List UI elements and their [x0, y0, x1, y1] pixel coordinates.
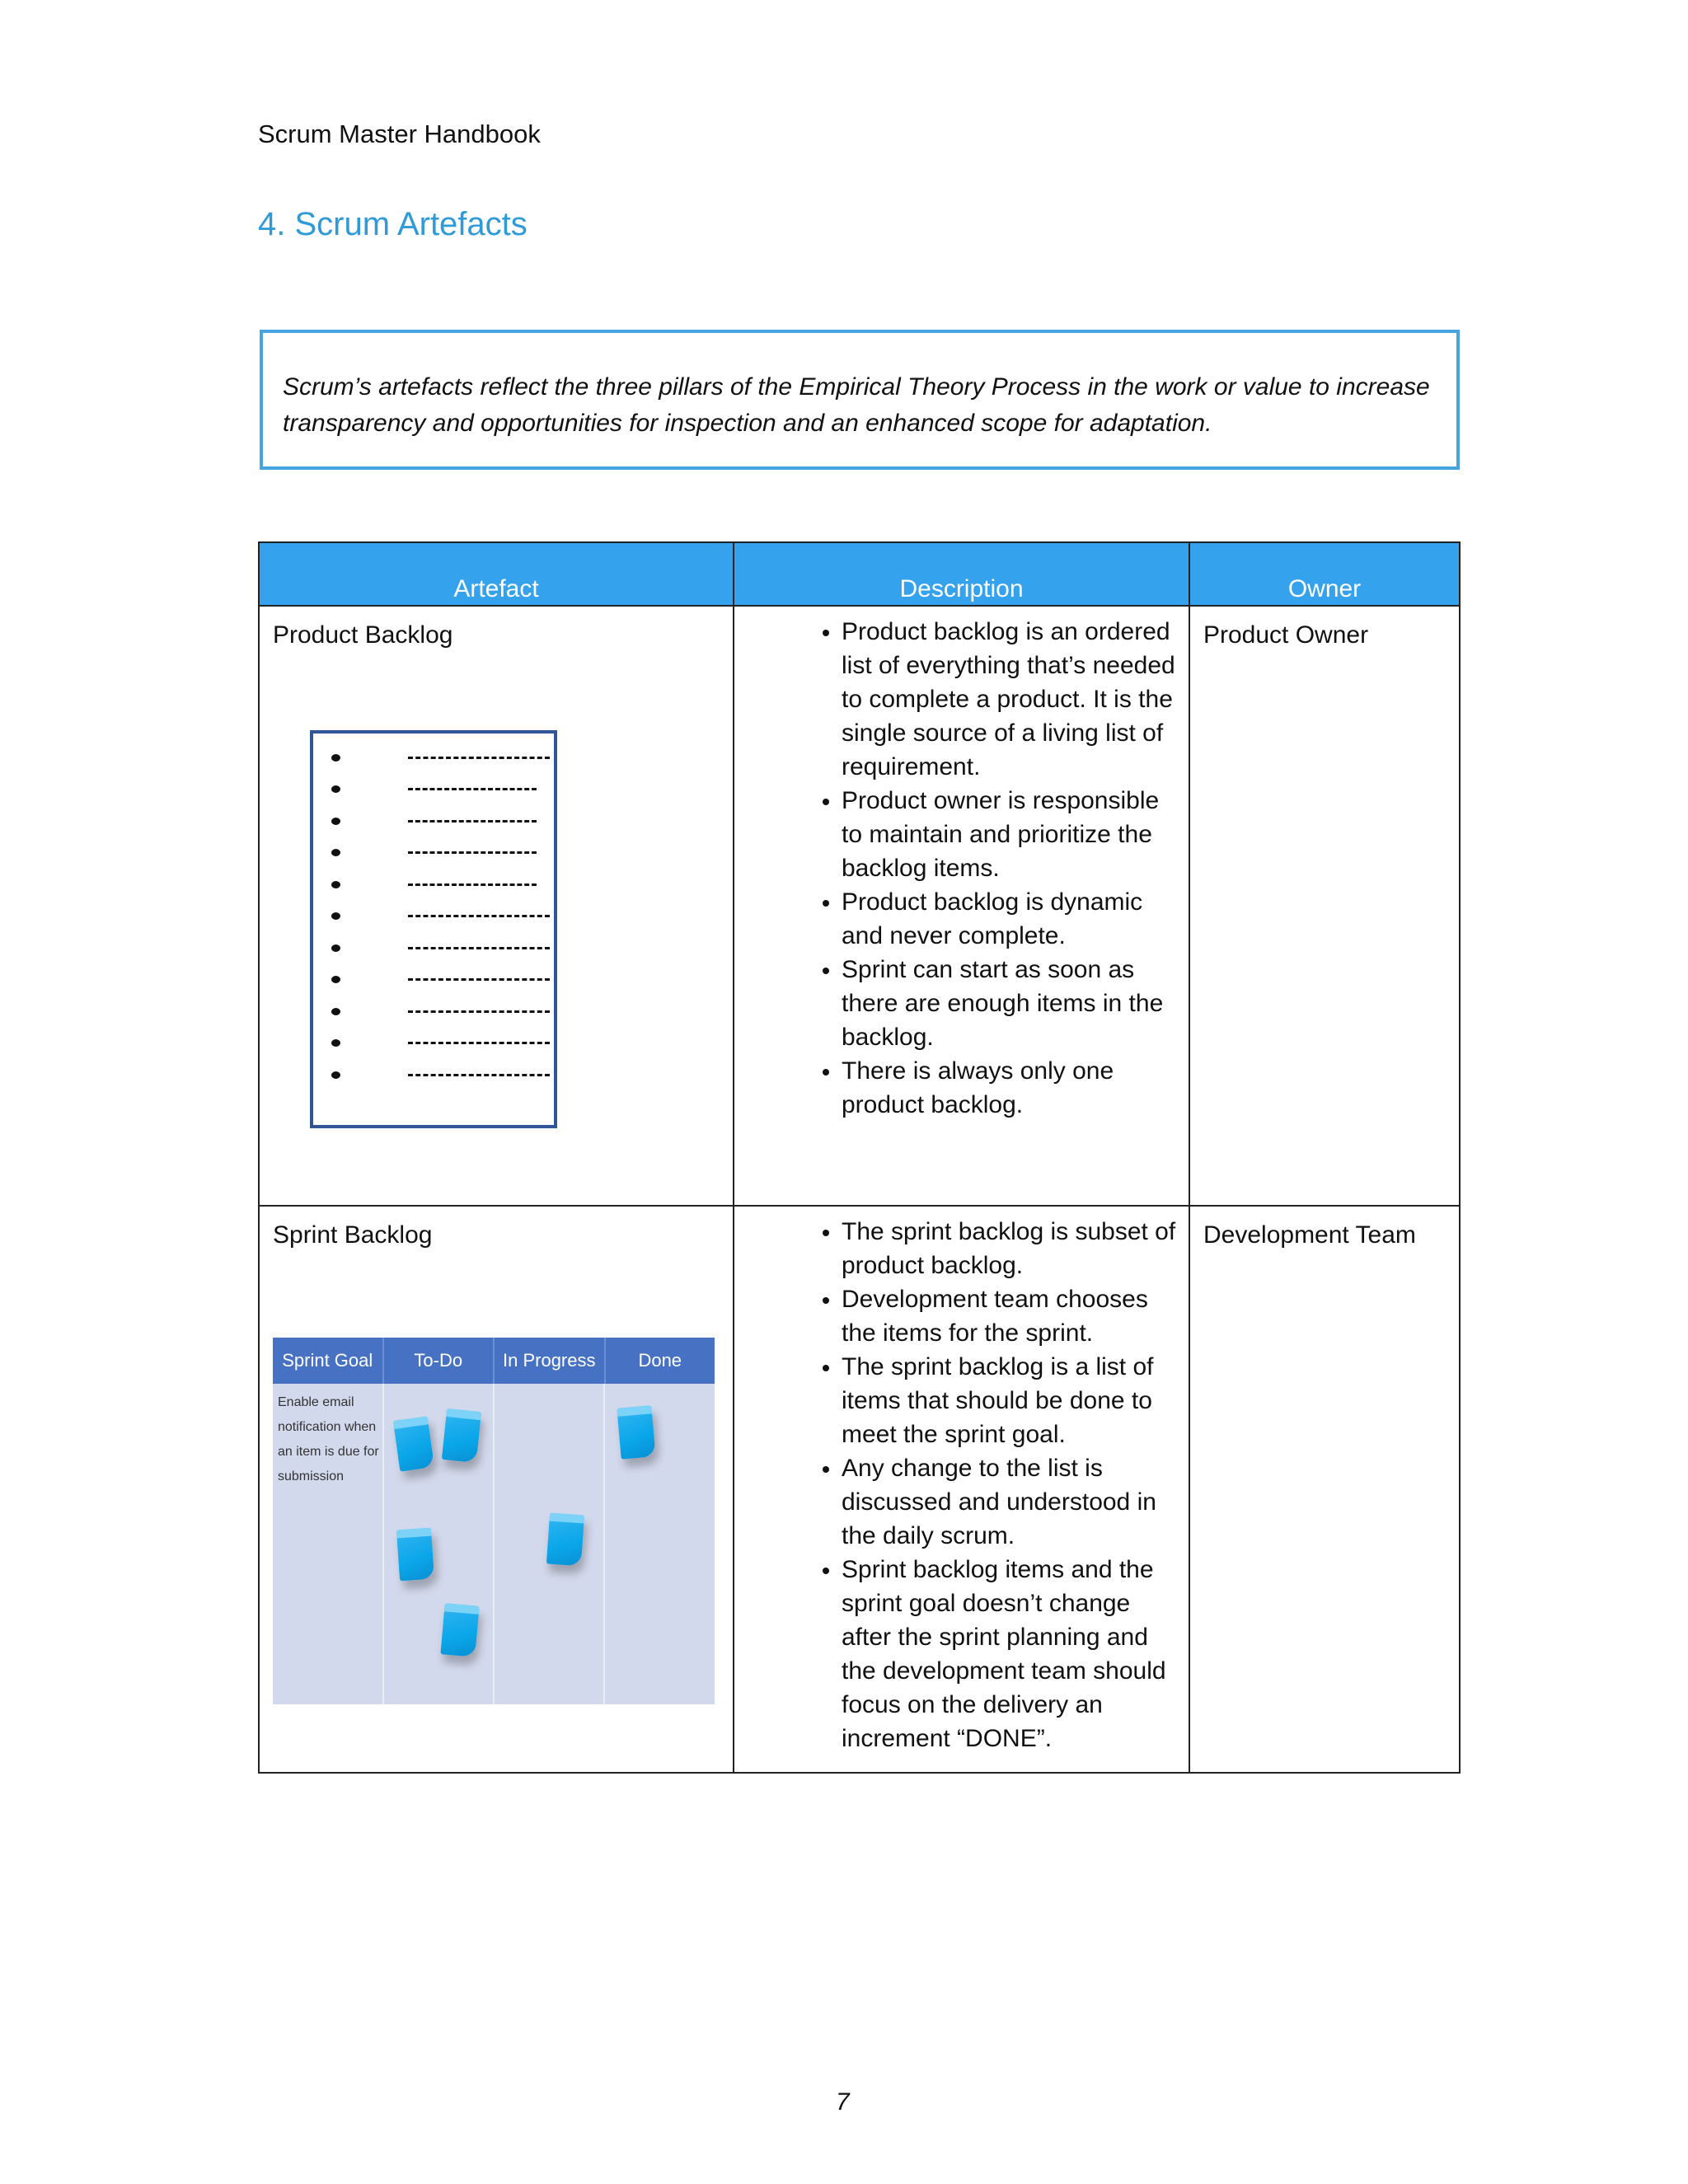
owner-cell — [1189, 1206, 1460, 1773]
owner-name: Development Team — [1203, 1221, 1416, 1249]
sticky-note-icon — [442, 1408, 481, 1463]
list-item: • There is always only one product backlog. — [842, 1054, 1179, 1122]
list-item: • Product backlog is dynamic and never complete. — [842, 885, 1179, 953]
board-column-done: Done — [638, 1350, 682, 1371]
column-divider — [382, 1384, 384, 1704]
header-artefact: Artefact — [259, 542, 734, 606]
list-item: • Sprint can start as soon as there are enough items in the backlog. — [842, 953, 1179, 1054]
column-divider — [493, 1384, 495, 1704]
table-row — [259, 1206, 1460, 1773]
description-cell — [734, 606, 1189, 1206]
backlog-item — [331, 932, 537, 963]
header-description: Description — [734, 542, 1189, 606]
owner-cell — [1189, 606, 1460, 1206]
table-row — [259, 606, 1460, 1206]
sticky-note-icon — [396, 1528, 434, 1582]
sticky-note-icon — [546, 1513, 584, 1567]
product-backlog-illustration — [310, 730, 557, 1128]
list-item: • Product owner is responsible to maintain and prioritize the backlog items. — [842, 784, 1179, 885]
backlog-item — [331, 773, 537, 804]
backlog-item — [331, 837, 537, 868]
owner-name: Product Owner — [1203, 621, 1369, 649]
board-column-todo: To-Do — [384, 1338, 495, 1384]
backlog-item — [331, 742, 537, 773]
running-header: Scrum Master Handbook — [258, 120, 541, 148]
sprint-board-illustration — [273, 1338, 715, 1704]
list-item: • Product backlog is an ordered list of everything that’s needed to complete a product. It is the single source of a living list of requirement. — [842, 615, 1179, 784]
backlog-item — [331, 963, 537, 995]
intro-callout — [260, 330, 1460, 470]
artefact-cell — [259, 1206, 734, 1773]
column-divider — [603, 1384, 605, 1704]
list-item: • Any change to the list is discussed and understood in the daily scrum. — [842, 1451, 1179, 1553]
backlog-item — [331, 900, 537, 931]
intro-text: Scrum’s artefacts reflect the three pillars of the Empirical Theory Process in the work or value to increase transparency and opportunities for inspection and an enhanced scope for adaptation. — [283, 373, 1430, 437]
sticky-note-icon — [440, 1603, 479, 1657]
artefact-cell — [259, 606, 734, 1206]
list-item: • The sprint backlog is a list of items that should be done to meet the sprint goal. — [842, 1350, 1179, 1451]
backlog-item — [331, 805, 537, 837]
backlog-item — [331, 1059, 537, 1090]
board-column-in-progress: In Progress — [495, 1338, 606, 1384]
list-item: • Development team chooses the items for the sprint. — [842, 1282, 1179, 1350]
list-item: • Sprint backlog items and the sprint goal doesn’t change after the sprint planning and the development team should focus on the delivery an increment “DONE”. — [842, 1553, 1179, 1755]
board-column-sprint-goal: Sprint Goal — [273, 1338, 384, 1384]
backlog-item — [331, 996, 537, 1027]
artefacts-table — [258, 541, 1461, 1774]
artefact-name: Sprint Backlog — [273, 1221, 433, 1249]
backlog-item — [331, 869, 537, 900]
artefact-name: Product Backlog — [273, 621, 453, 649]
header-owner: Owner — [1189, 542, 1460, 606]
description-list — [734, 607, 1189, 1122]
description-list — [734, 1207, 1189, 1755]
sprint-board-header — [273, 1338, 715, 1384]
table-header-row — [259, 542, 1460, 606]
page-number: 7 — [836, 2088, 850, 2116]
sprint-goal-text: Enable email notification when an item is due for submission — [278, 1395, 379, 1483]
list-item: • The sprint backlog is subset of product backlog. — [842, 1215, 1179, 1282]
sticky-note-icon — [393, 1416, 434, 1471]
description-cell — [734, 1206, 1189, 1773]
section-title: 4. Scrum Artefacts — [258, 206, 528, 242]
backlog-item — [331, 1027, 537, 1058]
sticky-note-icon — [617, 1405, 655, 1459]
